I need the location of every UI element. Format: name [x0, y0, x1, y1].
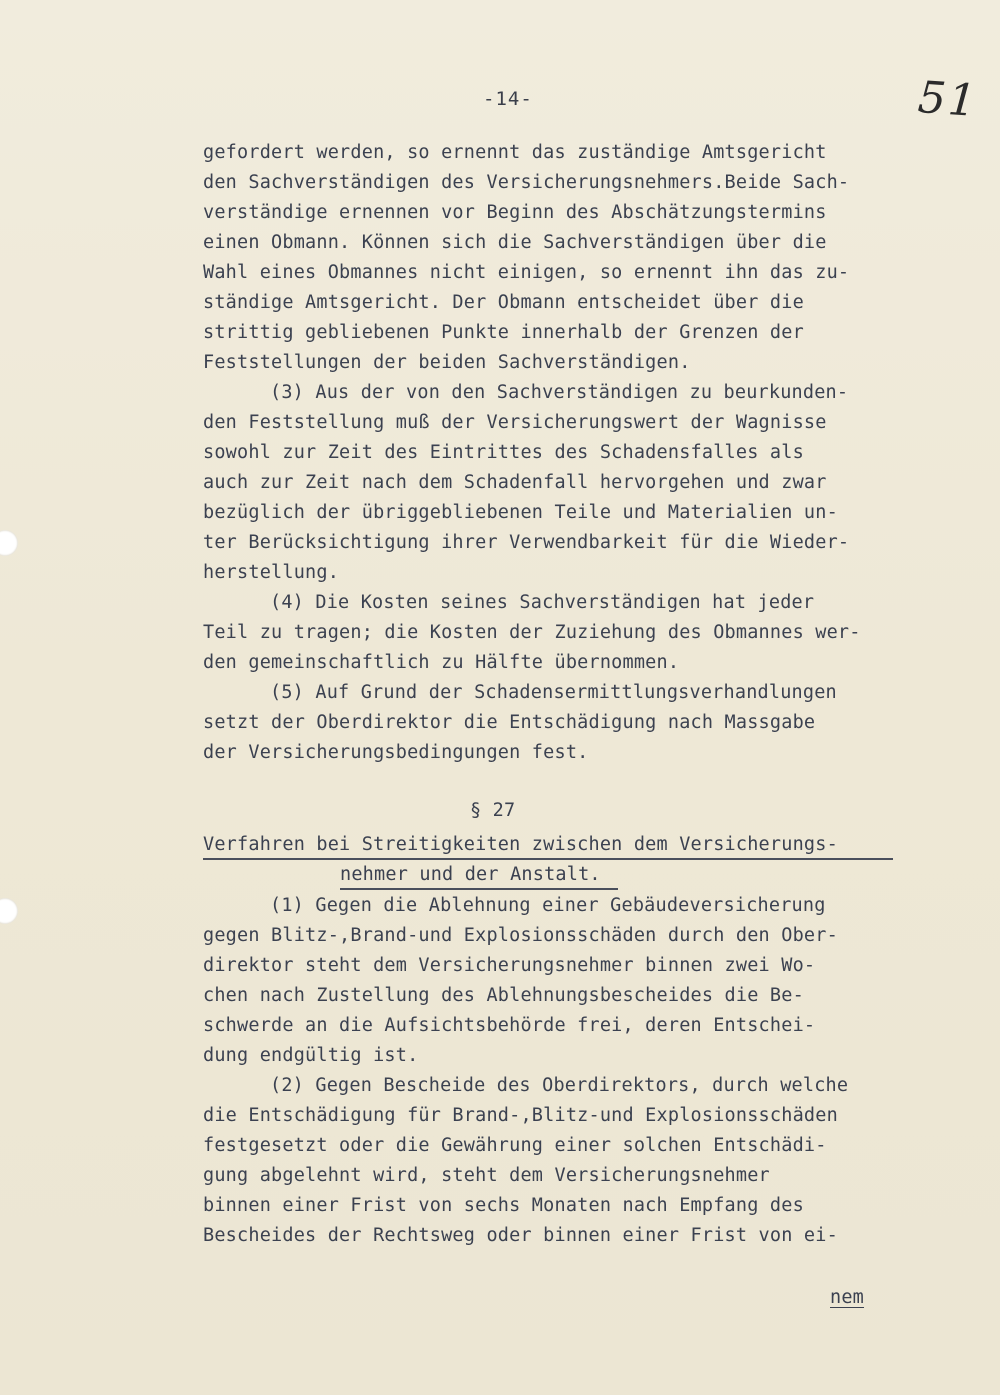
- text-line: die Entschädigung für Brand-,Blitz-und Explosionsschäden: [203, 1105, 838, 1126]
- text-line: (2) Gegen Bescheide des Oberdirektors, durch welche: [270, 1075, 849, 1096]
- text-line: (4) Die Kosten seines Sachverständigen hat jeder: [270, 592, 815, 613]
- text-line: der Versicherungsbedingungen fest.: [203, 742, 589, 763]
- section-title-line-1: Verfahren bei Streitigkeiten zwischen dem Versicherungs-: [203, 834, 838, 855]
- text-line: direktor steht dem Versicherungsnehmer binnen zwei Wo-: [203, 955, 816, 976]
- text-line: ter Berücksichtigung ihrer Verwendbarkeit für die Wieder-: [203, 532, 850, 553]
- text-line: den Sachverständigen des Versicherungsnehmers.Beide Sach-: [203, 172, 850, 193]
- text-line: (5) Auf Grund der Schadensermittlungsverhandlungen: [270, 682, 837, 703]
- text-line: den Feststellung muß der Versicherungswert der Wagnisse: [203, 412, 827, 433]
- text-line: bezüglich der übriggebliebenen Teile und Materialien un-: [203, 502, 838, 523]
- text-line: chen nach Zustellung des Ablehnungsbescheides die Be-: [203, 985, 804, 1006]
- page-number: -14-: [483, 88, 533, 110]
- text-line: auch zur Zeit nach dem Schadenfall hervorgehen und zwar: [203, 472, 827, 493]
- text-line: (1) Gegen die Ablehnung einer Gebäudeversicherung: [270, 895, 826, 916]
- text-line: ständige Amtsgericht. Der Obmann entscheidet über die: [203, 292, 804, 313]
- text-line: den gemeinschaftlich zu Hälfte übernommen.: [203, 652, 680, 673]
- text-line: schwerde an die Aufsichtsbehörde frei, deren Entschei-: [203, 1015, 816, 1036]
- punch-hole-bottom: [0, 898, 18, 924]
- text-line: gefordert werden, so ernennt das zuständige Amtsgericht: [203, 142, 827, 163]
- text-line: einen Obmann. Können sich die Sachverständigen über die: [203, 232, 827, 253]
- margin-annotation: 51: [916, 71, 980, 128]
- text-line: Wahl eines Obmannes nicht einigen, so ernennt ihn das zu-: [203, 262, 850, 283]
- section-title-underline-1: [203, 858, 893, 860]
- text-line: Bescheides der Rechtsweg oder binnen einer Frist von ei-: [203, 1225, 838, 1246]
- text-line: (3) Aus der von den Sachverständigen zu beurkunden-: [270, 382, 849, 403]
- section-number: § 27: [470, 800, 516, 821]
- text-line: sowohl zur Zeit des Eintrittes des Schadensfalles als: [203, 442, 804, 463]
- text-line: strittig gebliebenen Punkte innerhalb der Grenzen der: [203, 322, 804, 343]
- text-line: setzt der Oberdirektor die Entschädigung nach Massgabe: [203, 712, 816, 733]
- text-line: Feststellungen der beiden Sachverständigen.: [203, 352, 691, 373]
- text-line: festgesetzt oder die Gewährung einer solchen Entschädi-: [203, 1135, 827, 1156]
- text-line: binnen einer Frist von sechs Monaten nach Empfang des: [203, 1195, 804, 1216]
- text-line: gung abgelehnt wird, steht dem Versicherungsnehmer: [203, 1165, 770, 1186]
- text-line: Teil zu tragen; die Kosten der Zuziehung des Obmannes wer-: [203, 622, 861, 643]
- punch-hole-top: [0, 530, 18, 556]
- text-line: gegen Blitz-,Brand-und Explosionsschäden durch den Ober-: [203, 925, 838, 946]
- text-line: verständige ernennen vor Beginn des Abschätzungstermins: [203, 202, 827, 223]
- section-title-line-2: nehmer und der Anstalt.: [340, 864, 601, 885]
- text-line: dung endgültig ist.: [203, 1045, 419, 1066]
- text-line: herstellung.: [203, 562, 340, 583]
- continuation-word: nem: [830, 1287, 865, 1308]
- section-title-underline-2: [340, 888, 618, 890]
